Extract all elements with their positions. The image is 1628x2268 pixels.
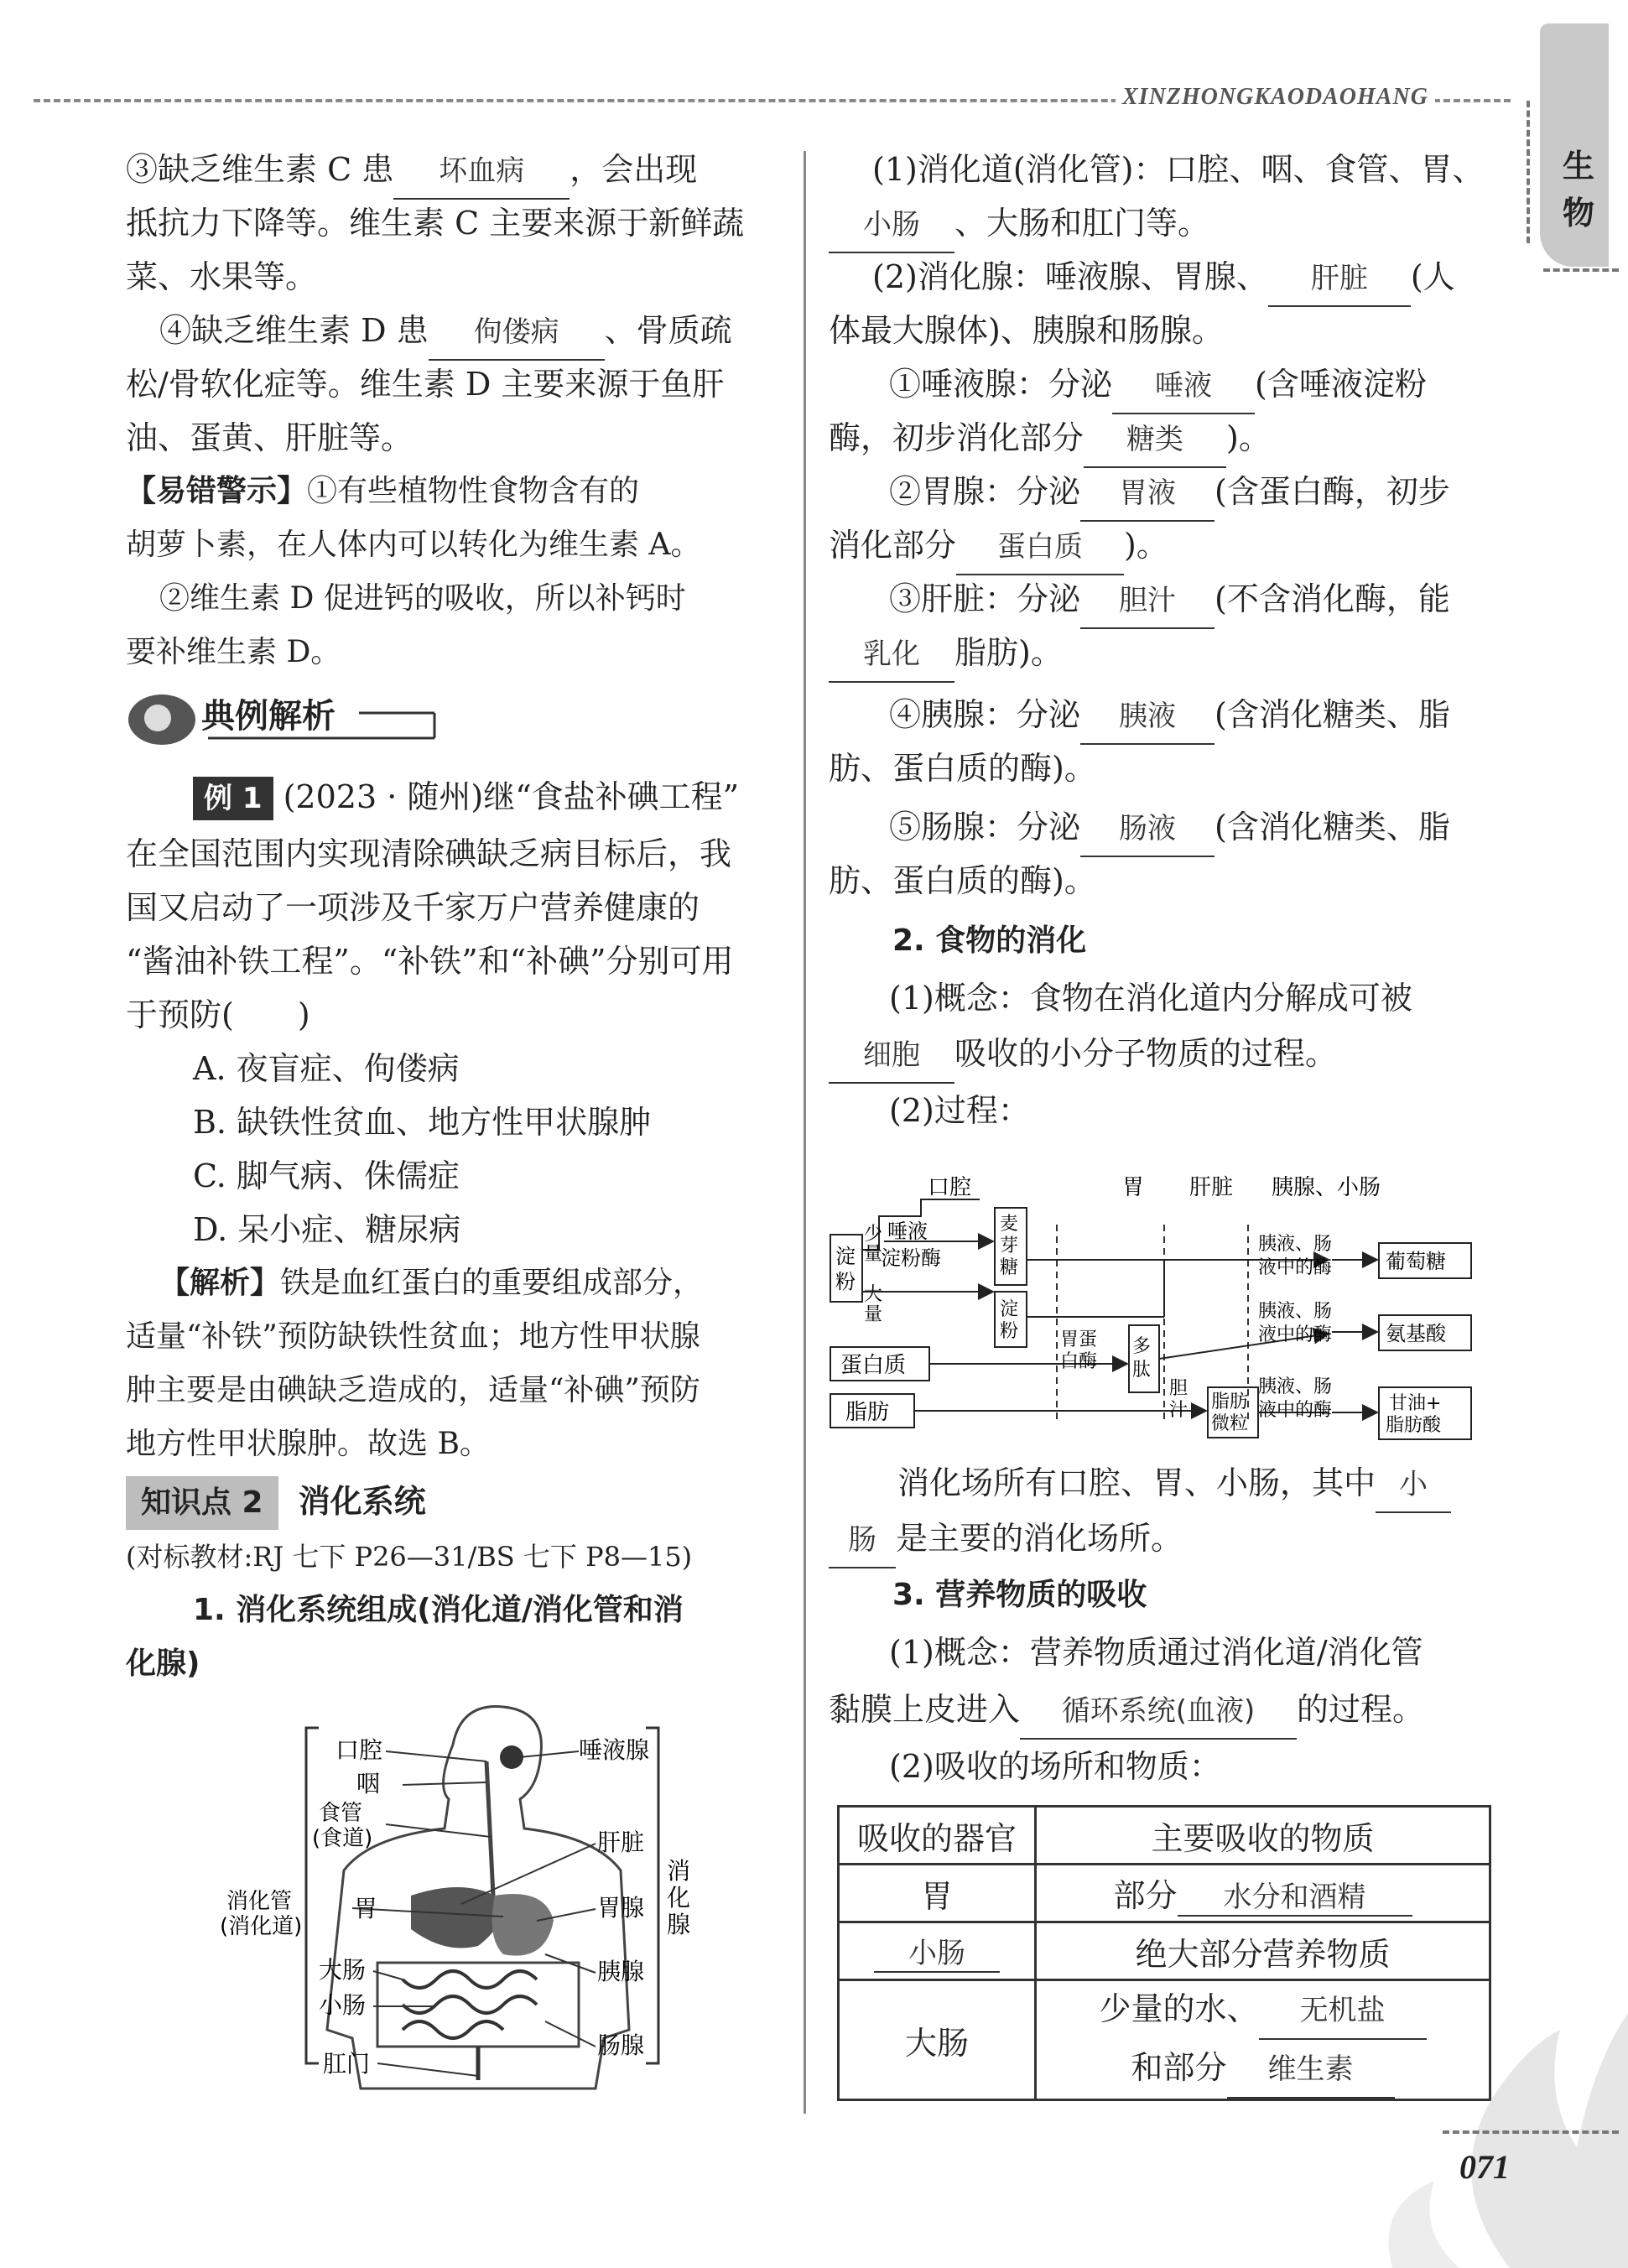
svg-text:量: 量: [864, 1244, 883, 1265]
table-header-substance: 主要吸收的物质: [1036, 1807, 1490, 1865]
cell-large-intestine: 大肠: [839, 1980, 1036, 2100]
amylase-label: 淀粉酶: [881, 1246, 941, 1270]
analysis-line2: 适量“补铁”预防缺铁性贫血；地方性甲状腺: [126, 1319, 700, 1354]
table-row: [839, 1807, 1490, 1865]
example-line1: 例 1 (2023 · 随州)继“食盐补碘工程”: [193, 770, 739, 824]
option-c: C. 脚气病、侏儒症: [193, 1157, 460, 1194]
blank-protein: 蛋白质: [956, 520, 1124, 575]
option-d: D. 呆小症、糖尿病: [193, 1211, 461, 1248]
blank-vd: 佝偻病: [429, 305, 605, 361]
absorb-line3: (2)吸收的场所和物质：: [889, 1748, 1221, 1785]
svg-text:(消化道): (消化道): [220, 1914, 303, 1939]
g5-line1: ⑤肠腺：分泌 肠液 (含消化糖类、脂: [889, 800, 1450, 857]
peptide-box: 多: [1132, 1336, 1152, 1357]
kp2-h1: 1. 消化系统组成(消化道/消化管和消: [193, 1593, 684, 1627]
g1-line1: ①唾液腺：分泌 唾液 (含唾液淀粉: [889, 357, 1427, 414]
starch2-box: 淀: [1000, 1299, 1019, 1320]
svg-text:肽: 肽: [1132, 1360, 1152, 1381]
blank-gastric-juice: 胃液: [1080, 466, 1214, 522]
analysis-line4: 地方性甲状腺肿。故选 B。: [126, 1427, 490, 1461]
blank-emulsify: 乳化: [829, 627, 954, 683]
g4-line1: ④胰腺：分泌 胰液 (含消化糖类、脂: [889, 688, 1450, 745]
blank-circulation: 循环系统(血液): [1020, 1684, 1297, 1740]
tract-line2: 小肠 、大肠和肛门等。: [829, 196, 1209, 253]
subject-tab-label: 生物: [1562, 147, 1594, 231]
warning-line3: ②维生素 D 促进钙的吸收，所以补钙时: [159, 581, 686, 616]
g2-line1: ②胃腺：分泌 胃液 (含蛋白酶，初步: [889, 465, 1450, 522]
example-line3: 国又启动了一项涉及千家万户营养健康的: [126, 889, 700, 926]
amino-box: 氨基酸: [1386, 1322, 1446, 1345]
cell-large-intestine-substance: 少量的水、 无机盐 和部分 维生素: [1036, 1980, 1490, 2100]
example-line5: 于预防( ): [126, 996, 310, 1033]
absorb-line1: (1)概念：营养物质通过消化道/消化管: [889, 1634, 1423, 1671]
starch-box: 淀: [835, 1245, 856, 1268]
cell-stomach: 胃: [839, 1865, 1036, 1922]
digestion-flow-diagram: [829, 1166, 1483, 1451]
blank-intestinal-juice: 肠液: [1080, 802, 1214, 857]
analysis-label: 【解析】: [159, 1266, 281, 1300]
label-anus: 肛门: [323, 2050, 371, 2078]
label-small-intestine: 小肠: [319, 1991, 367, 2019]
pepsin-label: 胃蛋: [1060, 1329, 1098, 1350]
glucose-box: 葡萄糖: [1386, 1250, 1446, 1273]
label-glands: 消: [667, 1857, 691, 1885]
blank-minerals: 无机盐: [1259, 1983, 1427, 2040]
svg-text:液中的酶: 液中的酶: [1258, 1324, 1333, 1345]
label-stomach: 胃: [354, 1895, 378, 1922]
label-large-intestine: 大肠: [319, 1956, 367, 1984]
tab-dash-bottom: [1543, 268, 1619, 272]
blank-small-1: 小: [1376, 1458, 1451, 1513]
warning-line4: 要补维生素 D。: [126, 635, 341, 669]
label-mouth: 口腔: [335, 1736, 383, 1764]
g1-line2: 酶，初步消化部分 糖类 )。: [829, 411, 1271, 468]
svg-text:少: 少: [864, 1224, 883, 1245]
maltose-box: 麦: [1000, 1214, 1019, 1235]
analysis-line1: 【解析】铁是血红蛋白的重要组成部分，: [159, 1266, 704, 1300]
svg-text:微粒: 微粒: [1211, 1413, 1249, 1434]
tab-dash: [1527, 101, 1530, 243]
process-label: (2)过程：: [889, 1092, 1030, 1129]
cell-small-intestine: [839, 1922, 1036, 1980]
kp2-heading: 知识点 2 消化系统: [126, 1475, 426, 1530]
blank-small-intestine: 小肠: [829, 198, 954, 253]
concept-line1: (1)概念：食物在消化道内分解成可被: [889, 980, 1412, 1017]
vc-line1: ③缺乏维生素 C 患 坏血病 ，会出现: [126, 143, 697, 200]
col-mouth: 口腔: [928, 1175, 972, 1200]
g3-line2: 乳化 脂肪)。: [829, 626, 1063, 683]
svg-text:粉: 粉: [835, 1270, 856, 1293]
g2-line2: 消化部分 蛋白质 )。: [829, 518, 1168, 575]
g3-line1: ③肝脏：分泌 胆汁 (不含消化酶，能: [889, 572, 1450, 629]
section-title: 典例解析: [201, 697, 335, 736]
vd-line1: ④缺乏维生素 D 患 佝偻病 、骨质疏: [159, 304, 732, 361]
saliva-label: 唾液: [887, 1220, 928, 1243]
svg-text:汁: 汁: [1169, 1400, 1188, 1421]
svg-text:量: 量: [864, 1304, 883, 1325]
site-line1: 消化场所有口腔、胃、小肠，其中 小: [897, 1456, 1451, 1513]
blank-cell: 细胞: [829, 1028, 954, 1084]
site-line2: 肠 是主要的消化场所。: [829, 1511, 1183, 1568]
svg-text:芽: 芽: [1000, 1235, 1019, 1256]
tract-line1: (1)消化道(消化管)：口腔、咽、食管、胃、: [872, 151, 1485, 188]
vd-line2: 松/骨软化症等。维生素 D 主要来源于鱼肝: [126, 366, 725, 403]
bile-label: 胆: [1169, 1378, 1188, 1399]
label-pancreas: 胰腺: [597, 1958, 645, 1985]
running-head: XINZHONGKAODAOHANG: [1116, 84, 1435, 111]
digestive-system-diagram: [210, 1694, 713, 2097]
option-b: B. 缺铁性贫血、地方性甲状腺肿: [193, 1104, 652, 1141]
juice-1: 胰液、肠: [1258, 1234, 1333, 1255]
g5-line2: 肪、蛋白质的酶)。: [829, 862, 1096, 899]
label-tract: 消化管: [226, 1889, 293, 1914]
h3-absorption: 3. 营养物质的吸收: [892, 1578, 1147, 1612]
label-esophagus: 食管: [319, 1801, 363, 1826]
blank-vitamins: 维生素: [1227, 2042, 1395, 2099]
svg-text:脂肪酸: 脂肪酸: [1386, 1415, 1442, 1436]
g4-line2: 肪、蛋白质的酶)。: [829, 750, 1096, 787]
warning-line2: 胡萝卜素，在人体内可以转化为维生素 A。: [126, 528, 701, 562]
page-number-rule: [1443, 2130, 1619, 2134]
table-row: [839, 1865, 1490, 1922]
fat-droplet-box: 脂肪: [1211, 1391, 1249, 1412]
label-gastric: 胃腺: [597, 1894, 645, 1922]
fat-box: 脂肪: [845, 1400, 890, 1425]
h2-digestion: 2. 食物的消化: [892, 923, 1087, 958]
vc-line2: 抵抗力下降等。维生素 C 主要来源于新鲜蔬: [126, 205, 745, 242]
svg-text:白酶: 白酶: [1060, 1351, 1098, 1372]
protein-box: 蛋白质: [840, 1353, 907, 1378]
kp2-badge: 知识点 2: [126, 1476, 278, 1530]
col-pancreas-si: 胰腺、小肠: [1272, 1175, 1381, 1200]
blank-small-intestine-organ: 小肠: [874, 1930, 1000, 1973]
label-liver: 肝脏: [597, 1828, 645, 1856]
svg-text:粉: 粉: [1000, 1321, 1019, 1342]
example-line2: 在全国范围内实现清除碘缺乏病目标后，我: [126, 835, 732, 872]
svg-text:(食道): (食道): [312, 1826, 373, 1851]
option-a: A. 夜盲症、佝偻病: [193, 1050, 460, 1087]
glands-line1: (2)消化腺：唾液腺、胃腺、 肝脏 (人: [872, 250, 1455, 307]
svg-text:液中的酶: 液中的酶: [1258, 1400, 1333, 1421]
svg-text:液中的酶: 液中的酶: [1258, 1257, 1333, 1278]
vd-line3: 油、蛋黄、肝脏等。: [126, 419, 414, 456]
label-salivary: 唾液腺: [579, 1736, 650, 1764]
kp2-ref: (对标教材:RJ 七下 P26—31/BS 七下 P8—15): [126, 1541, 693, 1573]
glycerol-box: 甘油+: [1389, 1393, 1442, 1414]
glands-line2: 体最大腺体)、胰腺和肠腺。: [829, 312, 1224, 349]
concept-line2: 细胞 吸收的小分子物质的过程。: [829, 1027, 1337, 1084]
label-pharynx: 咽: [356, 1770, 381, 1797]
juice-3: 胰液、肠: [1258, 1376, 1333, 1397]
example-badge: 例 1: [193, 777, 273, 820]
example-line4: “酱油补铁工程”。“补铁”和“补碘”分别可用: [126, 943, 734, 980]
analysis-line3: 肿主要是由碘缺乏造成的，适量“补碘”预防: [126, 1373, 700, 1407]
blank-vc: 坏血病: [393, 144, 570, 200]
svg-text:化: 化: [667, 1884, 691, 1912]
blank-small-2: 肠: [829, 1513, 896, 1568]
cell-stomach-substance: 部分 水分和酒精: [1036, 1865, 1490, 1922]
column-divider: [804, 151, 806, 2114]
absorb-line2: 黏膜上皮进入 循环系统(血液) 的过程。: [829, 1683, 1424, 1740]
decorative-splash: [1342, 1929, 1628, 2268]
kp2-h1b: 化腺): [126, 1646, 200, 1681]
svg-text:腺: 腺: [667, 1911, 691, 1938]
col-stomach: 胃: [1122, 1175, 1145, 1200]
col-liver: 肝脏: [1189, 1175, 1234, 1200]
svg-text:糖: 糖: [1000, 1257, 1019, 1278]
blank-water-alcohol: 水分和酒精: [1178, 1874, 1412, 1917]
juice-2: 胰液、肠: [1258, 1301, 1333, 1322]
blank-bile: 胆汁: [1080, 574, 1214, 629]
blank-sugar: 糖类: [1084, 413, 1226, 468]
warning-line1: 【易错警示】①有些植物性食物含有的: [126, 474, 640, 508]
warning-label: 【易错警示】: [126, 474, 308, 508]
blank-saliva: 唾液: [1112, 359, 1255, 414]
svg-text:大: 大: [864, 1284, 883, 1305]
blank-pancreatic-juice: 胰液: [1080, 689, 1214, 745]
table-header-organ: 吸收的器官: [839, 1807, 1036, 1865]
cell-small-intestine-substance: 绝大部分营养物质: [1036, 1922, 1490, 1980]
blank-liver: 肝脏: [1268, 252, 1411, 307]
vc-line3: 菜、水果等。: [126, 258, 318, 295]
page-number: 071: [1459, 2148, 1510, 2186]
label-intestinal: 肠腺: [597, 2031, 645, 2059]
